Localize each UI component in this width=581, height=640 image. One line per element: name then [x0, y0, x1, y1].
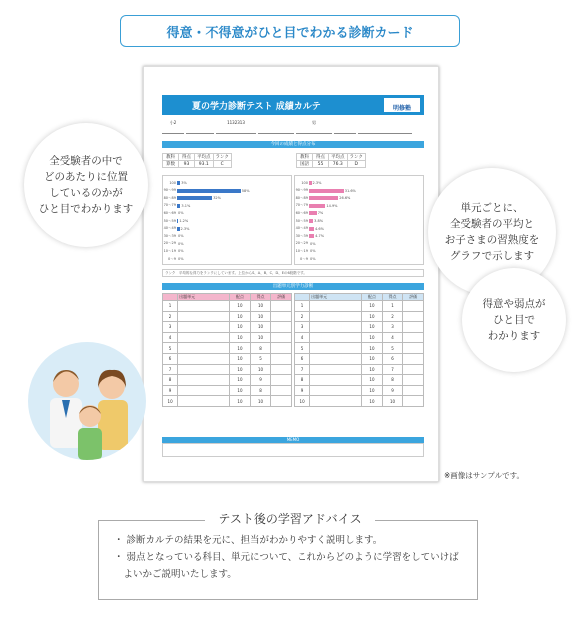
table-row [163, 396, 292, 407]
advice-item: よいかご説明いたします。 [114, 569, 237, 580]
chart-row [295, 210, 323, 216]
chart-bar [309, 196, 338, 200]
unit-cell [178, 311, 230, 322]
unit-cell: 6 [295, 353, 310, 364]
v: 55 [313, 161, 329, 168]
chart-row [163, 188, 250, 194]
advice-item: ・ 診断カルテの結果を元に、担当がわかりやすく説明します。 [114, 535, 383, 546]
unit-cell: 1 [295, 301, 310, 312]
chart-value: 14.9% [326, 203, 338, 208]
unit-cell [310, 375, 362, 386]
chart-label: 0〜9 [168, 256, 176, 261]
chart-label: 100 [169, 181, 176, 185]
unit-cell: 10 [362, 364, 383, 375]
chart-value: 1.2% [179, 219, 189, 223]
table-row [163, 322, 292, 333]
unit-cell: 10 [362, 396, 383, 407]
card-header [162, 95, 424, 115]
unit-cell: 8 [250, 385, 271, 396]
chart-value: 3.1% [181, 203, 191, 208]
chart-label: 90〜99 [295, 188, 308, 193]
unit-cell: 10 [250, 396, 271, 407]
unit-cell: 5 [295, 343, 310, 354]
table-row [295, 301, 424, 312]
japanese-distribution-chart [294, 175, 424, 265]
h: 得点 [313, 154, 329, 161]
unit-cell: 8 [163, 375, 178, 386]
chart-value: 3% [181, 181, 187, 185]
table-row [295, 311, 424, 322]
unit-cell: 10 [230, 301, 251, 312]
japanese-unit-table [294, 293, 424, 407]
unit-cell [271, 375, 292, 386]
chart-row [163, 210, 184, 216]
unit-cell: 10 [230, 364, 251, 375]
unit-cell: 3 [382, 322, 403, 333]
unit-cell: 5 [163, 343, 178, 354]
chart-label: 70〜79 [295, 203, 308, 208]
unit-cell [403, 364, 424, 375]
chart-row [295, 188, 356, 194]
unit-cell [178, 375, 230, 386]
chart-label: 60〜69 [163, 210, 176, 215]
chart-label: 100 [301, 181, 308, 185]
h: 平均点 [195, 154, 214, 161]
chart-value: 7% [317, 211, 324, 216]
unit-cell [271, 301, 292, 312]
unit-cell [403, 353, 424, 364]
table-row [295, 332, 424, 343]
v: C [213, 161, 231, 168]
unit-cell: 10 [295, 396, 310, 407]
unit-header: 評価 [403, 294, 424, 301]
math-score-table [162, 153, 232, 168]
table-row [163, 311, 292, 322]
unit-cell [403, 301, 424, 312]
h: 得点 [179, 154, 195, 161]
chart-row [295, 233, 324, 239]
chart-value: 4.7% [315, 234, 325, 239]
unit-cell: 6 [163, 353, 178, 364]
unit-cell: 10 [362, 385, 383, 396]
rank-note: ランク 平均的な得力をランクにしています。上位からS、A、B、C、D、Eの6段階です。 [162, 269, 424, 277]
chart-row [163, 233, 184, 239]
chart-bar [309, 219, 313, 223]
h: 教科 [163, 154, 179, 161]
unit-cell [178, 301, 230, 312]
unit-cell: 10 [362, 301, 383, 312]
chart-bar [177, 181, 180, 185]
unit-cell: 10 [250, 332, 271, 343]
chart-row [163, 195, 221, 201]
chart-label: 70〜79 [163, 203, 176, 208]
unit-cell: 10 [382, 396, 403, 407]
unit-cell [271, 343, 292, 354]
unit-cell: 6 [382, 353, 403, 364]
unit-cell: 10 [230, 343, 251, 354]
h: 平均点 [329, 154, 348, 161]
unit-cell: 2 [382, 311, 403, 322]
unit-cell [178, 353, 230, 364]
chart-label: 30〜39 [163, 233, 176, 238]
family-illustration [28, 342, 146, 460]
unit-cell [271, 322, 292, 333]
chart-label: 40〜49 [163, 226, 176, 231]
unit-cell [403, 385, 424, 396]
chart-bar [177, 219, 178, 223]
section-score-distribution: 今回の成績と得点分布 [162, 141, 424, 148]
v: 76.3 [329, 161, 348, 168]
chart-bar [309, 211, 317, 215]
unit-header: 出題単元 [178, 294, 230, 301]
chart-value: 3.8% [314, 219, 324, 223]
advice-item: ・ 弱点となっている科目、単元について、これからどのように学習をしていけば [114, 552, 459, 563]
unit-cell: 5 [382, 343, 403, 354]
chart-value: 4.6% [315, 226, 324, 231]
chart-bar [177, 196, 212, 200]
chart-row [295, 218, 323, 224]
unit-header: 得点 [382, 294, 403, 301]
unit-cell [310, 353, 362, 364]
chart-row [163, 180, 187, 186]
unit-cell: 2 [295, 311, 310, 322]
chart-label: 10〜19 [295, 248, 308, 253]
v: 93.1 [195, 161, 214, 168]
chart-row [163, 256, 184, 262]
chart-bar [177, 227, 180, 231]
unit-header: 得点 [250, 294, 271, 301]
info-juku [334, 119, 356, 134]
unit-header [163, 294, 178, 301]
unit-cell: 10 [230, 332, 251, 343]
table-row [295, 364, 424, 375]
unit-cell: 10 [250, 364, 271, 375]
unit-cell [310, 396, 362, 407]
chart-value: 31.6% [344, 188, 356, 193]
chart-label: 60〜69 [295, 210, 308, 215]
unit-cell [271, 396, 292, 407]
chart-bar [309, 204, 325, 208]
unit-cell: 10 [230, 396, 251, 407]
table-row [295, 322, 424, 333]
unit-cell: 10 [230, 311, 251, 322]
unit-cell: 8 [295, 375, 310, 386]
chart-row [163, 218, 188, 224]
unit-cell [310, 332, 362, 343]
unit-cell: 8 [250, 343, 271, 354]
page-title: 得意・不得意がひと目でわかる診断カード [120, 15, 460, 47]
unit-cell: 10 [362, 375, 383, 386]
unit-header: 配点 [362, 294, 383, 301]
unit-cell: 9 [163, 385, 178, 396]
sample-note: ※画像はサンプルです。 [444, 471, 525, 480]
table-row [295, 353, 424, 364]
chart-label: 40〜49 [295, 226, 308, 231]
h: ランク [347, 154, 365, 161]
unit-cell: 9 [295, 385, 310, 396]
section-unit-diagnosis: 出題単元別学力診断 [162, 283, 424, 290]
report-card-sheet [143, 66, 439, 482]
memo-box [162, 443, 424, 457]
unit-cell [178, 396, 230, 407]
unit-cell [310, 343, 362, 354]
math-unit-table [162, 293, 292, 407]
table-row [295, 385, 424, 396]
unit-cell: 10 [230, 375, 251, 386]
bubble-strengths-text: 得意や弱点が ひと目で わかります [482, 298, 546, 342]
unit-cell: 4 [382, 332, 403, 343]
unit-cell [178, 332, 230, 343]
table-row [163, 375, 292, 386]
chart-label: 20〜29 [163, 241, 176, 246]
unit-cell: 7 [295, 364, 310, 375]
chart-label: 30〜39 [295, 233, 308, 238]
chart-row [163, 226, 189, 232]
chart-label: 80〜89 [163, 195, 176, 200]
advice-title: テスト後の学習アドバイス [205, 510, 375, 527]
unit-cell: 10 [362, 332, 383, 343]
unit-cell: 10 [163, 396, 178, 407]
unit-cell [403, 332, 424, 343]
table-row [295, 375, 424, 386]
info-school [258, 119, 294, 134]
unit-cell: 4 [295, 332, 310, 343]
unit-cell [271, 353, 292, 364]
unit-cell: 10 [230, 353, 251, 364]
chart-row [295, 256, 316, 262]
unit-cell [403, 322, 424, 333]
math-distribution-chart [162, 175, 292, 265]
table-row [163, 385, 292, 396]
chart-row [295, 203, 338, 209]
unit-cell: 10 [362, 353, 383, 364]
unit-cell: 10 [362, 322, 383, 333]
school-logo: 明修塾 [383, 97, 421, 113]
v: 算数 [163, 161, 179, 168]
unit-cell: 1 [163, 301, 178, 312]
unit-cell: 10 [362, 311, 383, 322]
unit-cell: 7 [163, 364, 178, 375]
chart-label: 50〜59 [295, 218, 308, 223]
v: 国語 [297, 161, 313, 168]
unit-cell [310, 364, 362, 375]
unit-cell [271, 364, 292, 375]
unit-cell: 3 [295, 322, 310, 333]
chart-label: 10〜19 [163, 248, 176, 253]
chart-value: 32% [213, 196, 221, 201]
table-row [163, 364, 292, 375]
info-number: 1132313 [216, 119, 256, 134]
chart-row [163, 203, 190, 209]
info-name [186, 119, 214, 134]
chart-value: 58% [241, 188, 250, 193]
table-row [295, 396, 424, 407]
unit-cell [271, 332, 292, 343]
unit-cell [271, 385, 292, 396]
chart-bar [177, 204, 180, 208]
chart-bar [309, 189, 344, 193]
chart-label: 20〜29 [295, 241, 308, 246]
chart-value: 0% [178, 241, 184, 246]
memo-bar: MEMO [162, 437, 424, 443]
table-row [163, 332, 292, 343]
chart-label: 50〜59 [163, 218, 176, 223]
chart-bar [177, 189, 241, 193]
chart-value: 26.6% [339, 196, 351, 201]
japanese-score-table [296, 153, 366, 168]
unit-header: 配点 [230, 294, 251, 301]
unit-cell: 10 [230, 385, 251, 396]
unit-cell [310, 311, 362, 322]
unit-header: 出題単元 [310, 294, 362, 301]
unit-cell: 10 [250, 301, 271, 312]
unit-cell [403, 375, 424, 386]
unit-cell [310, 301, 362, 312]
chart-row [295, 226, 324, 232]
chart-value: 0% [310, 249, 316, 254]
chart-label: 80〜89 [295, 195, 308, 200]
chart-bar [309, 234, 314, 238]
unit-cell [178, 343, 230, 354]
unit-cell: 5 [250, 353, 271, 364]
h: 教科 [297, 154, 313, 161]
info-extra [358, 119, 412, 134]
chart-value: 0% [310, 241, 316, 246]
card-header-title: 夏の学力診断テスト 成績カルテ [192, 101, 321, 112]
unit-cell: 8 [382, 375, 403, 386]
v: D [347, 161, 365, 168]
unit-cell: 10 [230, 322, 251, 333]
info-gender: 男 [296, 119, 332, 134]
unit-header [295, 294, 310, 301]
chart-label: 90〜99 [163, 188, 176, 193]
unit-cell: 1 [382, 301, 403, 312]
unit-cell: 9 [250, 375, 271, 386]
chart-bar [309, 181, 312, 185]
unit-cell: 9 [382, 385, 403, 396]
unit-cell [310, 322, 362, 333]
chart-value: 0% [178, 211, 184, 216]
chart-value: 0% [178, 249, 184, 254]
unit-cell [178, 364, 230, 375]
bubble-position [24, 123, 148, 247]
table-row [163, 301, 292, 312]
chart-value: 0% [178, 257, 184, 261]
unit-cell: 10 [250, 311, 271, 322]
chart-label: 0〜9 [300, 256, 308, 261]
unit-cell [178, 385, 230, 396]
bubble-position-text: 全受験者の中で どのあたりに位置 しているのかが ひと目でわかります [38, 155, 134, 215]
table-row [163, 353, 292, 364]
chart-row [163, 248, 184, 254]
unit-cell: 3 [163, 322, 178, 333]
chart-value: 2.3% [180, 226, 190, 231]
table-row [163, 343, 292, 354]
unit-header: 評価 [271, 294, 292, 301]
unit-cell [403, 311, 424, 322]
info-grade: 小2 [162, 119, 184, 134]
bubble-strengths [462, 268, 566, 372]
unit-cell: 2 [163, 311, 178, 322]
unit-cell [403, 396, 424, 407]
chart-row [295, 248, 316, 254]
unit-cell [403, 343, 424, 354]
unit-cell: 10 [250, 322, 271, 333]
chart-row [295, 241, 316, 247]
student-info-row [162, 119, 424, 134]
unit-cell: 10 [362, 343, 383, 354]
chart-value: 0% [310, 257, 316, 261]
family-icon [28, 342, 146, 460]
chart-value: 0% [178, 234, 184, 239]
chart-value: 2.3% [312, 181, 322, 185]
unit-cell: 4 [163, 332, 178, 343]
unit-cell: 7 [382, 364, 403, 375]
chart-row [163, 241, 184, 247]
chart-row [295, 195, 350, 201]
unit-cell [310, 385, 362, 396]
unit-cell [178, 322, 230, 333]
h: ランク [213, 154, 231, 161]
chart-bar [309, 227, 314, 231]
chart-row [295, 180, 321, 186]
v: 93 [179, 161, 195, 168]
table-row [295, 343, 424, 354]
bubble-units-text: 単元ごとに、 全受験者の平均と お子さまの習熟度を グラフで示します [444, 202, 540, 262]
unit-cell [271, 311, 292, 322]
